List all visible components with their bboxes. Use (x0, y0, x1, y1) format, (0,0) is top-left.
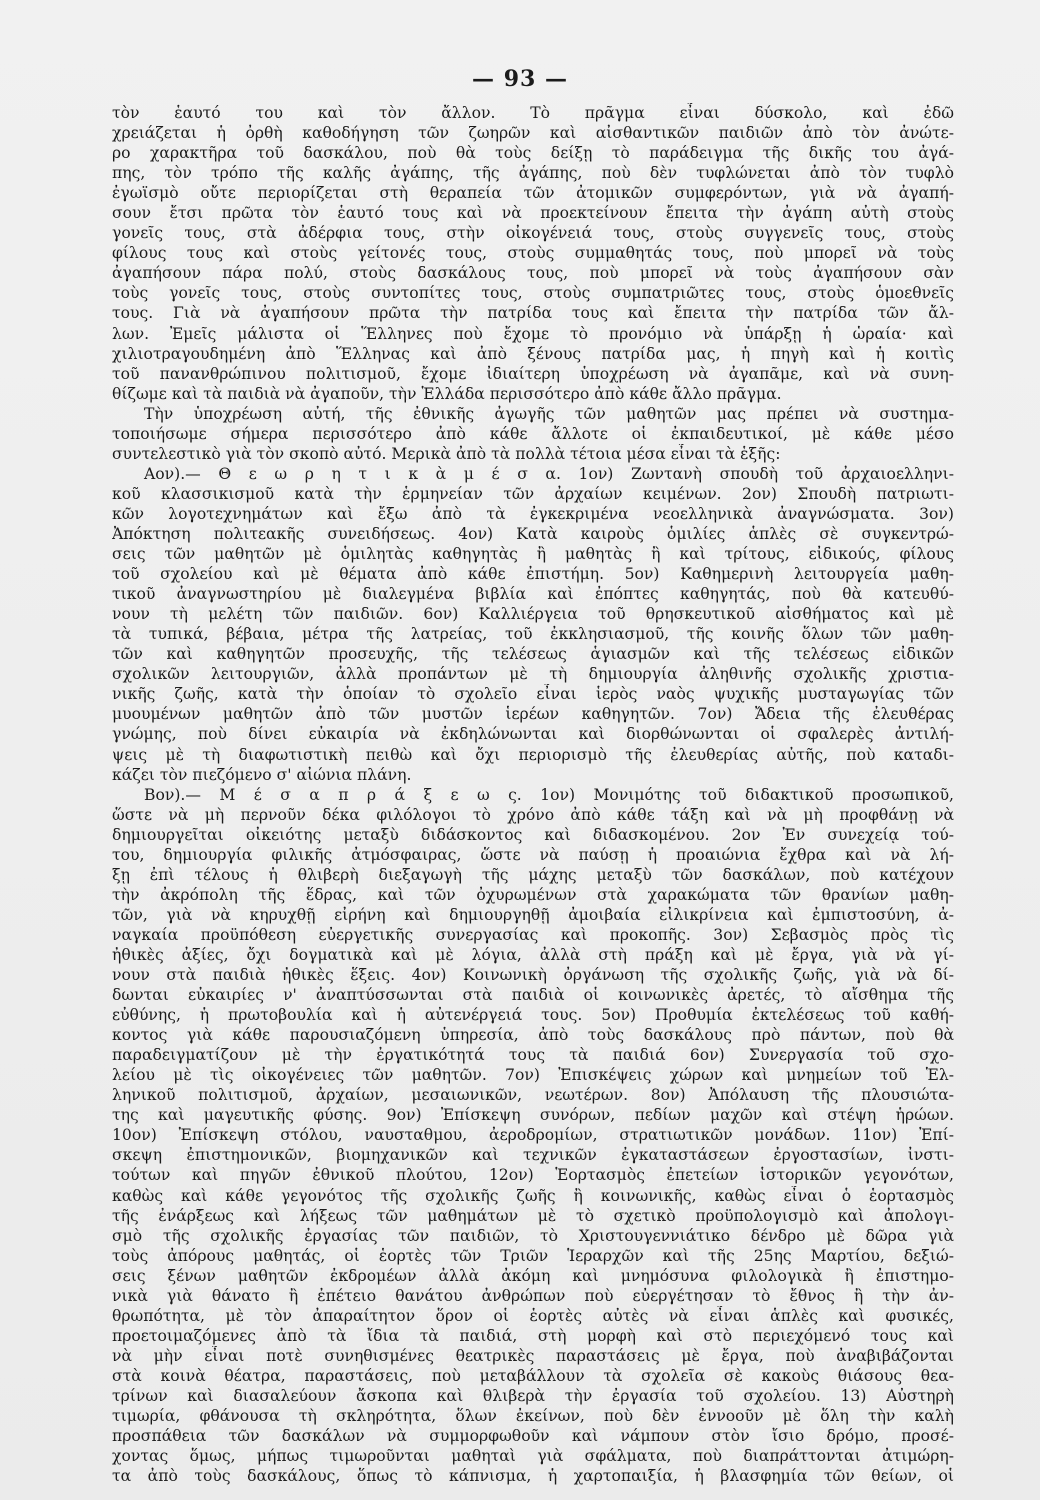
text-line: σεις ξένων μαθητῶν ἐκδρομέων ἀλλὰ ἀκόμη καὶ μνημόσυνα φιλολογικὰ ἢ ἐπιστημο- (112, 1266, 954, 1285)
paragraph (112, 404, 954, 464)
text-line: χρειάζεται ἡ ὀρθὴ καθοδήγηση τῶν ζωηρῶν καὶ αἰσθαντικῶν παιδιῶν ἀπὸ τὸν ἀνώτε- (112, 124, 954, 143)
text-line: τοῦ σχολείου καὶ μὲ θέματα ἀπὸ κάθε ἐπιστήμη. 5ον) Καθημερινὴ λειτουργεία μαθη- (112, 565, 954, 584)
text-line: ἐγωϊσμὸ οὔτε περιορίζεται στὴ θεραπεία τῶν ἀτομικῶν συμφερόντων, γιὰ νὰ ἀγαπή- (112, 184, 954, 203)
text-line: παραδειγματίζουν μὲ τὴν ἐργατικότητά τους τὰ παιδιά 6ον) Συνεργασία τοῦ σχο- (112, 1046, 954, 1065)
text-line: εὐθύνης, ἡ πρωτοβουλία καὶ ἡ αὐτενέργειά τους. 5ον) Προθυμία ἐκτελέσεως τοῦ καθή- (112, 1006, 954, 1025)
text-line: λων. Ἐμεῖς μάλιστα οἱ Ἕλληνες ποὺ ἔχομε τὸ προνόμιο νὰ ὑπάρξῃ ἡ ὡραία· καὶ (112, 324, 954, 343)
text-line: λείου μὲ τὶς οἰκογένειες τῶν μαθητῶν. 7ον) Ἐπισκέψεις χώρων καὶ μνημείων τοῦ Ἑλ- (112, 1066, 954, 1085)
text-line: ψεις μὲ τὴ διαφωτιστικὴ πειθὼ καὶ ὄχι περιορισμὸ τῆς ἐλευθερίας αὐτῆς, ποὺ καταδι- (112, 745, 954, 764)
text-line: ἀγαπήσουν πάρα πολύ, στοὺς δασκάλους τους, ποὺ μπορεῖ νὰ τοὺς ἀγαπήσουν σὰν (112, 264, 954, 283)
text-line: νουν στὰ παιδιὰ ἠθικὲς ἕξεις. 4ον) Κοινωνικὴ ὀργάνωση τῆς σχολικῆς ζωῆς, γιὰ νὰ δί- (112, 966, 954, 985)
text-line: ρο χαρακτῆρα τοῦ δασκάλου, ποὺ θὰ τοὺς δείξῃ τὸ παράδειγμα τῆς δικῆς του ἀγά- (112, 144, 954, 163)
text-line: γονεῖς τους, στὰ ἀδέρφια τους, στὴν οἰκογένειά τους, στοὺς συγγενεῖς τους, στοὺς (112, 224, 954, 243)
text-line: τούτων καὶ πηγῶν ἐθνικοῦ πλούτου, 12ον) Ἑορτασμὸς ἐπετείων ἱστορικῶν γεγονότων, (112, 1166, 954, 1185)
text-line: συντελεστικὸ γιὰ τὸν σκοπὸ αὐτό. Μερικὰ ἀπὸ τὰ πολλὰ τέτοια μέσα εἶναι τὰ ἑξῆς: (112, 444, 781, 463)
text-line: κῶν λογοτεχνημάτων καὶ ἔξω ἀπὸ τὰ ἐγκεκριμένα νεοελληνικὰ ἀναγνώσματα. 3ον) (112, 504, 954, 523)
text-line: Βον).— Μ έ σ α π ρ ά ξ ε ω ς. 1ον) Μονιμότης τοῦ διδακτικοῦ προσωπικοῦ, (144, 785, 954, 804)
text-line: μυουμένων μαθητῶν ἀπὸ τῶν μυστῶν ἱερέων καθηγητῶν. 7ον) Ἄδεια τῆς ἐλευθέρας (112, 705, 954, 724)
text-line: της καὶ μαγευτικῆς φύσης. 9ον) Ἐπίσκεψη συνόρων, πεδίων μαχῶν καὶ στέψη ἡρώων. (112, 1106, 954, 1125)
text-line: νουν τὴ μελέτη τῶν παιδιῶν. 6ον) Καλλιέργεια τοῦ θρησκευτικοῦ αἰσθήματος καὶ μὲ (112, 605, 954, 624)
body-text (112, 103, 954, 1486)
text-line: τρίνων καὶ διασαλεύουν ἄσκοπα καὶ θλιβερὰ τὴν ἐργασία τοῦ σχολείου. 13) Αὐστηρὴ (112, 1387, 954, 1405)
text-line: τὰ τυπικά, βέβαια, μέτρα τῆς λατρείας, τοῦ ἐκκλησιασμοῦ, τῆς κοινῆς ὅλων τῶν μαθη- (112, 625, 954, 644)
paragraph (112, 464, 954, 785)
text-line: σκεψη ἐπιστημονικῶν, βιομηχανικῶν καὶ τεχνικῶν ἐγκαταστάσεων ἐργοστασίων, ἰνστι- (112, 1146, 954, 1165)
text-line: τῆς ἐνάρξεως καὶ λήξεως τῶν μαθημάτων μὲ τὸ σχετικὸ προϋπολογισμὸ καὶ ἀπολογι- (112, 1206, 954, 1225)
text-line: δωνται εὐκαιρίες ν' ἀναπτύσσωνται στὰ παιδιὰ οἱ κοινωνικὲς ἀρετές, τὸ αἴσθημα τῆς (112, 986, 954, 1005)
text-line: Ἀπόκτηση πολιτεακῆς συνειδήσεως. 4ον) Κατὰ καιροὺς ὁμιλίες ἁπλὲς σὲ συγκεντρώ- (112, 524, 954, 543)
text-line: τους. Γιὰ νὰ ἀγαπήσουν πρῶτα τὴν πατρίδα τους καὶ ἔπειτα τὴν πατρίδα τῶν ἄλ- (112, 304, 954, 323)
text-line: θρωπότητα, μὲ τὸν ἀπαραίτητον ὅρον οἱ ἑορτὲς αὐτὲς νὰ εἶναι ἁπλὲς καὶ φυσικές, (112, 1306, 954, 1325)
text-line: τιμωρία, φθάνουσα τὴ σκληρότητα, ὅλων ἐκείνων, ποὺ δὲν ἐννοοῦν μὲ ὅλη τὴν καλὴ (112, 1407, 954, 1426)
text-line: ξῃ ἐπὶ τέλους ἡ θλιβερὴ διεξαγωγὴ τῆς μάχης μεταξὺ τῶν δασκάλων, ποὺ κατέχουν (112, 865, 954, 884)
text-line: κάζει τὸν πιεζόμενο σ' αἰώνια πλάνη. (112, 765, 412, 784)
text-line: κοντος γιὰ κάθε παρουσιαζόμενη ὑπηρεσία, ἀπὸ τοὺς δασκάλους πρὸ πάντων, ποὺ θὰ (112, 1026, 954, 1045)
text-line: πης, τὸν τρόπο τῆς καλῆς ἀγάπης, τῆς ἀγάπης, ποὺ δὲν τυφλώνεται ἀπὸ τὸν τυφλὸ (112, 164, 954, 183)
text-line: προσπάθεια τῶν δασκάλων νὰ συμμορφωθοῦν καὶ νάμπουν στὸν ἴσιο δρόμο, προσέ- (112, 1427, 954, 1446)
text-line: ναγκαία προϋπόθεση εὐεργετικῆς συνεργασίας καὶ προκοπῆς. 3ον) Σεβασμὸς πρὸς τὶς (112, 925, 954, 944)
text-line: τοὺς ἀπόρους μαθητάς, οἱ ἑορτὲς τῶν Τριῶν Ἱεραρχῶν καὶ τῆς 25ης Μαρτίου, δεξιώ- (112, 1246, 954, 1265)
text-line: στὰ κοινὰ θέατρα, παραστάσεις, ποὺ μεταβάλλουν τὰ σχολεῖα σὲ κακοὺς θιάσους θεα- (112, 1366, 954, 1385)
text-line: θίζωμε καὶ τὰ παιδιὰ νὰ ἀγαποῦν, τὴν Ἑλλάδα περισσότερο ἀπὸ κάθε ἄλλο πρᾶγμα. (112, 384, 782, 403)
text-line: τοὺς γονεῖς τους, στοὺς συντοπίτες τους, στοὺς συμπατριῶτες τους, στοὺς ὁμοεθνεῖς (112, 284, 954, 303)
text-line: τα ἀπὸ τοὺς δασκάλους, ὅπως τὸ κάπνισμα, ἡ χαρτοπαιξία, ἡ βλασφημία τῶν θείων, οἱ (112, 1467, 954, 1486)
text-line: φίλους τους καὶ στοὺς γείτονές τους, στοὺς συμμαθητάς τους, ποὺ μπορεῖ νὰ τοὺς (112, 244, 954, 263)
text-line: τικοῦ ἀναγνωστηρίου μὲ διαλεγμένα βιβλία καὶ ἐπόπτες καθηγητάς, ποὺ θὰ κατευθύ- (112, 585, 954, 604)
text-line: γνώμης, ποὺ δίνει εὐκαιρία νὰ ἐκδηλώνωνται καὶ διορθώνωνται οἱ σφαλερὲς ἀντιλή- (112, 725, 954, 744)
text-line: προετοιμαζόμενες ἀπὸ τὰ ἴδια τὰ παιδιά, στὴ μορφὴ καὶ στὸ περιεχόμενό τους καὶ (112, 1326, 954, 1345)
text-line: νὰ μὴν εἶναι ποτὲ συνηθισμένες θεατρικὲς παραστάσεις μὲ ἔργα, ποὺ ἀναβιβάζονται (112, 1346, 954, 1365)
text-line: καθὼς καὶ κάθε γεγονότος τῆς σχολικῆς ζωῆς ἢ κοινωνικῆς, καθὼς εἶναι ὁ ἑορτασμὸς (112, 1186, 954, 1205)
text-line: του, δημιουργία φιλικῆς ἀτμόσφαιρας, ὥστε νὰ παύσῃ ἡ προαιώνια ἔχθρα καὶ νὰ λή- (112, 845, 954, 864)
text-line: δημιουργεῖται οἰκειότης μεταξὺ διδάσκοντος καὶ διδασκομένου. 2ον Ἐν συνεχείᾳ τού- (112, 825, 954, 844)
text-line: ὥστε νὰ μὴ περνοῦν δέκα φιλόλογοι τὸ χρόνο ἀπὸ κάθε τάξη καὶ νὰ μὴ προφθάνῃ νὰ (112, 805, 954, 824)
text-line: κοῦ κλασσικισμοῦ κατὰ τὴν ἑρμηνείαν τῶν ἀρχαίων κειμένων. 2ον) Σπουδὴ πατριωτι- (112, 484, 954, 503)
text-line: τῶν, γιὰ νὰ κηρυχθῇ εἰρήνη καὶ δημιουργηθῇ ἀμοιβαία εἰλικρίνεια καὶ ἐμπιστοσύνη, ἀ- (112, 905, 954, 924)
text-line: χιλιοτραγουδημένη ἀπὸ Ἕλληνας καὶ ἀπὸ ξένους πατρίδα μας, ἡ πηγὴ καὶ ἡ κοιτὶς (112, 344, 954, 363)
text-line: τοῦ πανανθρώπινου πολιτισμοῦ, ἔχομε ἰδιαίτερη ὑποχρέωση νὰ ἀγαπᾶμε, καὶ νὰ συνη- (112, 364, 954, 383)
text-line: τοποιήσωμε σήμερα περισσότερο ἀπὸ κάθε ἄλλοτε οἱ ἐκπαιδευτικοί, μὲ κάθε μέσο (112, 424, 954, 443)
text-line: χοντας ὅμως, μήπως τιμωροῦνται μαθηταὶ γιὰ σφάλματα, ποὺ διαπράττονται ἀτιμώρη- (112, 1447, 954, 1466)
text-line: σεις τῶν μαθητῶν μὲ ὁμιλητὰς καθηγητὰς ἢ μαθητὰς ἢ καὶ τρίτους, εἰδικούς, φίλους (112, 545, 954, 564)
text-line: νικῆς ζωῆς, κατὰ τὴν ὁποίαν τὸ σχολεῖο εἶναι ἱερὸς ναὸς ψυχικῆς μυσταγωγίας τῶν (112, 685, 954, 704)
text-line: σουν ἔτσι πρῶτα τὸν ἑαυτό τους καὶ νὰ προεκτείνουν ἔπειτα τὴν ἀγάπη αὐτὴ στοὺς (112, 204, 954, 223)
text-line: τῶν καὶ καθηγητῶν προσευχῆς, τῆς τελέσεως ἁγιασμῶν καὶ τῆς τελέσεως εἰδικῶν (112, 645, 954, 664)
text-line: σμὸ τῆς σχολικῆς ἐργασίας τῶν παιδιῶν, τὸ Χριστουγεννιάτικο δένδρο μὲ δῶρα γιὰ (112, 1226, 954, 1245)
paragraph (112, 103, 954, 404)
text-line: ληνικοῦ πολιτισμοῦ, ἀρχαίων, μεσαιωνικῶν, νεωτέρων. 8ον) Ἀπόλαυση τῆς πλουσιώτα- (112, 1086, 954, 1105)
text-line: ἠθικὲς ἀξίες, ὄχι δογματικὰ καὶ μὲ λόγια, ἀλλὰ στὴ πράξη καὶ μὲ ἔργα, γιὰ νὰ γί- (112, 945, 954, 964)
text-line: σχολικῶν λειτουργιῶν, ἀλλὰ προπάντων μὲ τὴ δημιουργία ἀληθινῆς σχολικῆς χριστια- (112, 665, 954, 684)
text-line: τὴν ἀκρόπολη τῆς ἕδρας, καὶ τῶν ὀχυρωμένων στὰ χαρακώματα τῶν θρανίων μαθη- (112, 885, 954, 904)
text-line: Αον).— Θ ε ω ρ η τ ι κ ὰ μ έ σ α. 1ον) Ζωντανὴ σπουδὴ τοῦ ἀρχαιοελληνι- (144, 464, 954, 483)
text-line: Τὴν ὑποχρέωση αὐτή, τῆς ἐθνικῆς ἀγωγῆς τῶν μαθητῶν μας πρέπει νὰ συστημα- (144, 404, 954, 423)
page-number: — 93 — (472, 66, 568, 92)
text-line: τὸν ἑαυτό του καὶ τὸν ἄλλον. Τὸ πρᾶγμα εἶναι δύσκολο, καὶ ἐδῶ (112, 104, 954, 122)
text-line: νικὰ γιὰ θάνατο ἢ ἐπέτειο θανάτου ἀνθρώπων ποὺ εὐεργέτησαν τὸ ἔθνος ἢ τὴν ἀν- (112, 1286, 954, 1305)
text-line: 10ον) Ἐπίσκεψη στόλου, ναυσταθμου, ἀεροδρομίων, στρατιωτικῶν μονάδων. 11ον) Ἐπί- (112, 1126, 954, 1145)
paragraph (112, 785, 954, 1487)
